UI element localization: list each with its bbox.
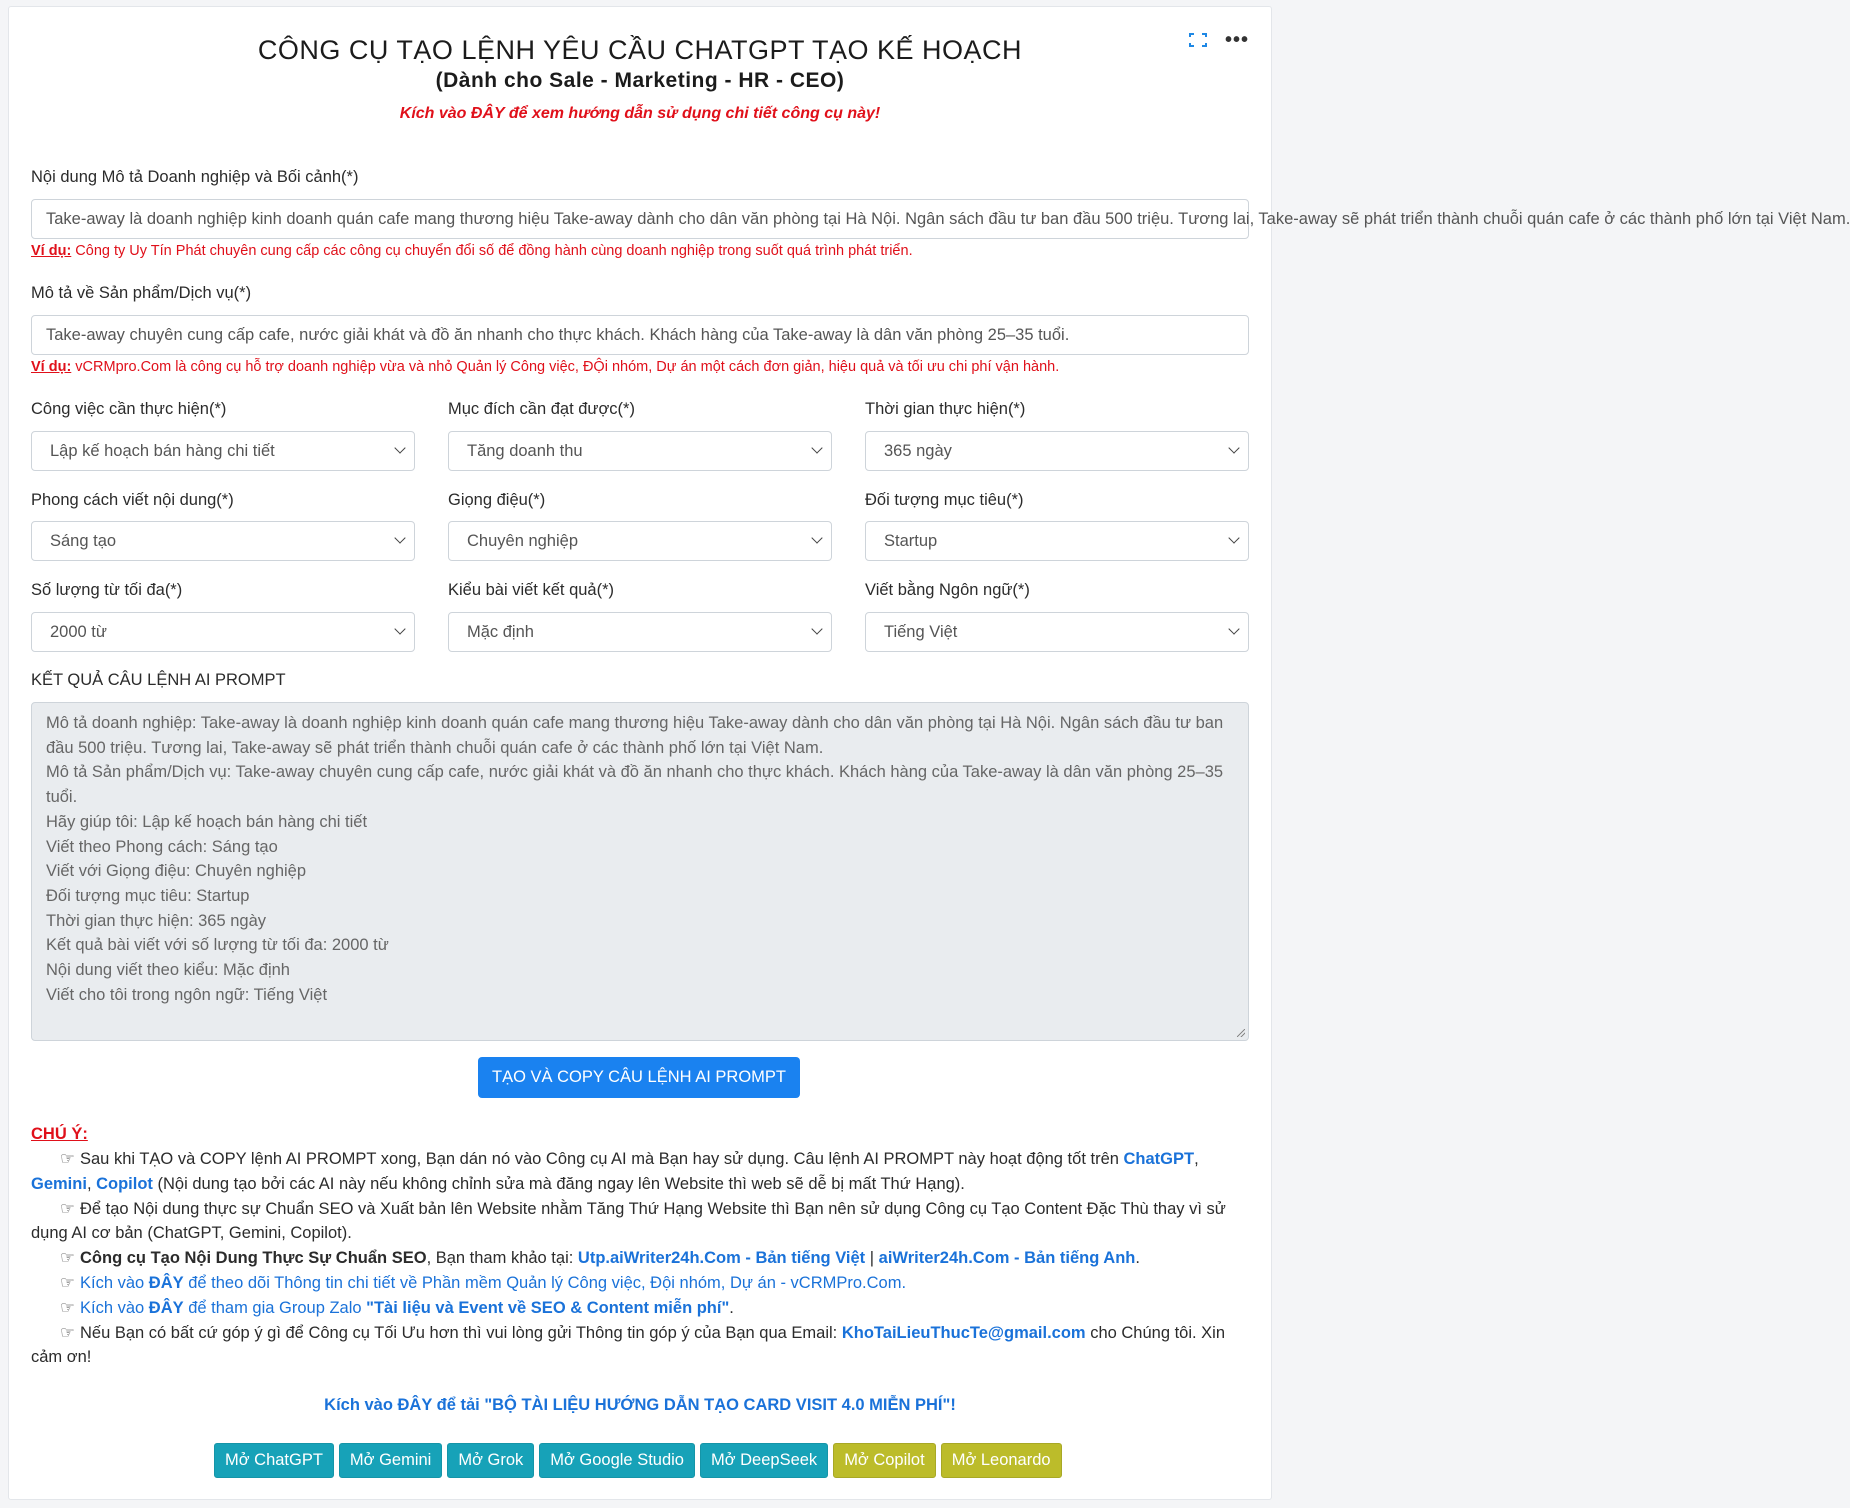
here-text: ĐÂY (148, 1273, 184, 1292)
ai-button-row (214, 1443, 1062, 1478)
chatgpt-link[interactable]: ChatGPT (1123, 1150, 1195, 1168)
email-link[interactable]: KhoTaiLieuThucTe@gmail.com (841, 1323, 1086, 1342)
note-text: để theo dõi Thông tin chi tiết về Phần mềm Quản lý Công việc, Đội nhóm, Dự án - vCRMPro.Com. (183, 1273, 907, 1292)
audience-value: Startup (884, 532, 938, 550)
result-line: Mô tả doanh nghiệp: Take-away là doanh nghiệp kinh doanh quán cafe mang thương hiệu Take-away dành cho dân văn phòng tại Hà Nội. Ngân sách đầu tư ban đầu 500 triệu. Tương lai, Take-away sẽ phát triển thành chuỗi quán cafe ở các thành phố lớn tại Việt Nam. (46, 714, 1224, 757)
result-textarea[interactable] (31, 702, 1249, 1041)
note-text: . (729, 1298, 734, 1317)
result-line: Viết với Giọng điệu: Chuyên nghiệp (46, 862, 307, 881)
note-text: cho Chúng tôi. Xin cảm ơn! (31, 1323, 1226, 1367)
note-text: Nếu Bạn có bất cứ góp ý gì để Công cụ Tối Ưu hơn thì vui lòng gửi Thông tin góp ý của Bạn qua Email: (80, 1323, 842, 1342)
chevron-down-icon (811, 532, 822, 543)
goal-value: Tăng doanh thu (467, 442, 583, 460)
open-copilot-button[interactable]: Mở Copilot (833, 1443, 936, 1478)
note-item (31, 1246, 1253, 1271)
page-subtitle: (Dành cho Sale - Marketing - HR - CEO) (435, 69, 845, 92)
notes-section (31, 1147, 1253, 1370)
style-label: Phong cách viết nội dung(*) (31, 491, 234, 509)
audience-label: Đối tượng mục tiêu(*) (865, 491, 1024, 509)
business-example (31, 243, 913, 259)
hand-pointing-right-icon: ☞ (60, 1323, 75, 1342)
note-text: . (1135, 1249, 1140, 1268)
note-text: Để tạo Nội dung thực sự Chuẩn SEO và Xuất bản lên Website nhằm Tăng Thứ Hạng Website thì Bạn nên sử dụng Công cụ Tạo Content Đặc Thù thay vì sử dụng AI cơ bản (ChatGPT, Gemini, Copilot). (31, 1199, 1226, 1243)
vcrm-link[interactable] (80, 1274, 906, 1292)
product-input[interactable]: Take-away chuyên cung cấp cafe, nước giải khát và đồ ăn nhanh cho thực khách. Khách hàng của Take-away là dân văn phòng 25–35 tuổi. (31, 315, 1249, 355)
chevron-down-icon (1228, 623, 1239, 634)
open-leonardo-button[interactable]: Mở Leonardo (941, 1443, 1062, 1478)
business-input[interactable]: Take-away là doanh nghiệp kinh doanh quán cafe mang thương hiệu Take-away dành cho dân văn phòng tại Hà Nội. Ngân sách đầu tư ban đầu 500 triệu. Tương lai, Take-away sẽ phát triển thành chuỗi quán cafe ở các thành phố lớn tại Việt Nam. (31, 199, 1249, 239)
example-text: vCRMpro.Com là công cụ hỗ trợ doanh nghiệp vừa và nhỏ Quản lý Công việc, ĐỘi nhóm, Dự án một cách đơn giản, hiệu quả và tối ưu chi phí vận hành. (71, 359, 1060, 375)
result-line: Viết theo Phong cách: Sáng tạo (46, 837, 278, 856)
gemini-link[interactable]: Gemini (31, 1174, 87, 1193)
open-grok-button[interactable]: Mở Grok (447, 1443, 534, 1478)
result-line: Mô tả Sản phẩm/Dịch vụ: Take-away chuyên cung cấp cafe, nước giải khát và đồ ăn nhanh cho thực khách. Khách hàng của Take-away là dân văn phòng 25–35 tuổi. (46, 763, 1224, 807)
note-text: Sau khi TẠO và COPY lệnh AI PROMPT xong, Bạn dán nó vào Công cụ AI mà Bạn hay sử dụng. Câu lệnh AI PROMPT này hoạt động tốt trên (80, 1150, 1124, 1168)
product-label: Mô tả về Sản phẩm/Dịch vụ(*) (31, 284, 252, 302)
note-sep: | (865, 1249, 879, 1268)
tool-card (8, 6, 1850, 1500)
style-value: Sáng tạo (50, 532, 117, 550)
business-label: Nội dung Mô tả Doanh nghiệp và Bối cảnh(*) (31, 168, 359, 186)
note-sep: , (86, 1174, 97, 1193)
note-bold: Công cụ Tạo Nội Dung Thực Sự Chuẩn SEO (80, 1249, 427, 1268)
format-value: Mặc định (467, 623, 534, 641)
note-item (31, 1271, 1253, 1296)
language-label: Viết bằng Ngôn ngữ(*) (865, 581, 1030, 599)
chevron-down-icon (394, 532, 405, 543)
tone-label: Giọng điệu(*) (448, 491, 546, 509)
example-prefix: Ví dụ: (31, 243, 72, 259)
format-select[interactable] (448, 612, 832, 652)
task-value: Lập kế hoạch bán hàng chi tiết (50, 442, 275, 460)
download-cta-link[interactable]: Kích vào ĐÂY để tải "BỘ TÀI LIỆU HƯỚNG DẪN TẠO CARD VISIT 4.0 MIỄN PHÍ"! (324, 1396, 956, 1414)
audience-select[interactable] (865, 521, 1249, 561)
aiwriter-link[interactable]: aiWriter24h.Com - Bản tiếng Anh (878, 1249, 1136, 1268)
chevron-down-icon (811, 442, 822, 453)
result-line: Viết cho tôi trong ngôn ngữ: Tiếng Việt (46, 985, 328, 1004)
result-line: Đối tượng mục tiêu: Startup (46, 886, 250, 905)
words-label: Số lượng từ tối đa(*) (31, 581, 183, 599)
open-gemini-button[interactable]: Mở Gemini (339, 1443, 442, 1478)
result-line: Nội dung viết theo kiểu: Mặc định (46, 961, 290, 980)
here-text: ĐÂY (148, 1298, 184, 1317)
task-select[interactable] (31, 431, 415, 471)
chevron-down-icon (1228, 532, 1239, 543)
hand-pointing-right-icon: ☞ (60, 1199, 75, 1218)
chevron-down-icon (394, 442, 405, 453)
hand-pointing-right-icon: ☞ (60, 1298, 75, 1317)
note-text: Kích vào (80, 1298, 149, 1317)
product-example (31, 359, 1059, 375)
zalo-group-link[interactable] (80, 1299, 729, 1317)
more-icon[interactable]: ••• (1224, 29, 1249, 51)
goal-select[interactable] (448, 431, 832, 471)
goal-label: Mục đích cần đạt được(*) (448, 400, 635, 418)
note-text: để tham gia Group Zalo (183, 1298, 367, 1317)
note-sep: , (1194, 1150, 1199, 1168)
note-text: Kích vào (80, 1273, 149, 1292)
generate-copy-button[interactable]: TẠO VÀ COPY CÂU LỆNH AI PROMPT (478, 1057, 800, 1098)
open-chatgpt-button[interactable]: Mở ChatGPT (214, 1443, 334, 1478)
result-line: Kết quả bài viết với số lượng từ tối đa: 2000 từ (46, 936, 389, 955)
example-prefix: Ví dụ: (31, 359, 72, 375)
result-label: KẾT QUẢ CÂU LỆNH AI PROMPT (31, 671, 286, 689)
chevron-down-icon (811, 623, 822, 634)
resize-handle-icon[interactable] (1237, 1029, 1245, 1037)
note-item (31, 1147, 1253, 1197)
note-item (31, 1296, 1253, 1321)
open-google-studio-button[interactable]: Mở Google Studio (539, 1443, 695, 1478)
style-select[interactable] (31, 521, 415, 561)
task-label: Công việc cần thực hiện(*) (31, 400, 227, 418)
guide-link[interactable]: Kích vào ĐÂY để xem hướng dẫn sử dụng chi tiết công cụ này! (399, 105, 881, 122)
page-title: CÔNG CỤ TẠO LỆNH YÊU CẦU CHATGPT TẠO KẾ HOẠCH (257, 35, 1023, 65)
duration-label: Thời gian thực hiện(*) (865, 400, 1026, 418)
note-title: CHÚ Ý: (31, 1125, 88, 1143)
chevron-down-icon (1228, 442, 1239, 453)
chevron-down-icon (394, 623, 405, 634)
result-line: Thời gian thực hiện: 365 ngày (46, 911, 267, 930)
note-item (31, 1197, 1253, 1247)
hand-pointing-right-icon: ☞ (60, 1249, 75, 1268)
note-text: , Bạn tham khảo tại: (426, 1249, 578, 1268)
language-value: Tiếng Việt (884, 623, 958, 641)
copilot-link[interactable]: Copilot (96, 1174, 153, 1193)
result-line: Hãy giúp tôi: Lập kế hoạch bán hàng chi tiết (46, 812, 368, 831)
tone-select[interactable] (448, 521, 832, 561)
language-select[interactable] (865, 612, 1249, 652)
open-deepseek-button[interactable]: Mở DeepSeek (700, 1443, 828, 1478)
duration-select[interactable] (865, 431, 1249, 471)
words-select[interactable] (31, 612, 415, 652)
example-text: Công ty Uy Tín Phát chuyên cung cấp các công cụ chuyển đổi số để đồng hành cùng doanh nghiệp trong suốt quá trình phát triển. (71, 243, 913, 259)
group-name: "Tài liệu và Event về SEO & Content miễn phí" (366, 1298, 730, 1317)
hand-pointing-right-icon: ☞ (60, 1273, 75, 1292)
note-text: (Nội dung tạo bởi các AI này nếu không chỉnh sửa mà đăng ngay lên Website thì web sẽ dễ bị mất Thứ Hạng). (152, 1174, 965, 1193)
duration-value: 365 ngày (884, 442, 952, 460)
words-value: 2000 từ (50, 623, 107, 641)
hand-pointing-right-icon: ☞ (60, 1150, 75, 1168)
tone-value: Chuyên nghiệp (467, 532, 579, 550)
utp-aiwriter-link[interactable]: Utp.aiWriter24h.Com - Bản tiếng Việt (577, 1249, 866, 1268)
note-item (31, 1321, 1253, 1371)
format-label: Kiểu bài viết kết quả(*) (448, 581, 615, 599)
